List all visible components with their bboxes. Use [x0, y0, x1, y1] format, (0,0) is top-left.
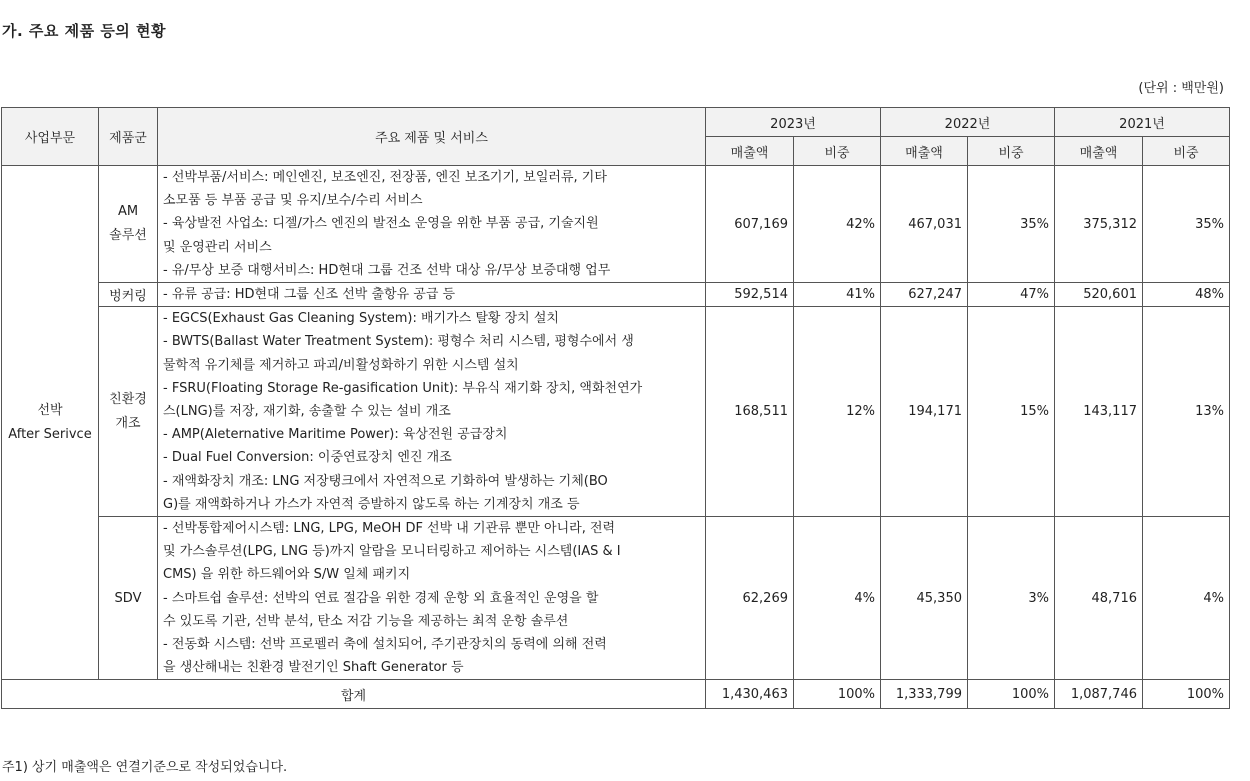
description-line: CMS) 을 위한 하드웨어와 S/W 일체 패키지 — [163, 567, 411, 583]
description-line: 을 생산해내는 친환경 발전기인 Shaft Generator 등 — [163, 660, 464, 676]
total-sales-2021: 1,087,746 — [1055, 680, 1143, 709]
ratio-2021: 4% — [1143, 517, 1230, 680]
ratio-2023: 42% — [794, 166, 881, 283]
description-line: 수 있도록 기관, 선박 분석, 탄소 저감 기능을 제공하는 최적 운항 솔루션 — [163, 613, 569, 629]
description-line: - 선박통합제어시스템: LNG, LPG, MeOH DF 선박 내 기관류 뿐만 아니라, 전력 — [163, 521, 616, 537]
table-row — [2, 307, 1230, 517]
ratio-2021: 13% — [1143, 307, 1230, 517]
description-line: - AMP(Aleternative Maritime Power): 육상전원 공급장치 — [163, 427, 508, 443]
product-group-cell — [99, 283, 158, 307]
product-group-name: AM — [117, 204, 139, 219]
description-line: - Dual Fuel Conversion: 이중연료장치 엔진 개조 — [163, 450, 452, 466]
product-group-cell — [99, 166, 158, 283]
header-sales: 매출액 — [706, 137, 794, 166]
ratio-2023: 4% — [794, 517, 881, 680]
division-subname: After Serivce — [8, 426, 92, 442]
ratio-2022: 3% — [968, 517, 1055, 680]
sales-2021: 48,716 — [1055, 517, 1143, 680]
description-line: - 유/무상 보증 대행서비스: HD현대 그룹 건조 선박 대상 유/무상 보증대행 업무 — [163, 262, 611, 278]
ratio-2022: 35% — [968, 166, 1055, 283]
product-group-name: 개조 — [115, 415, 141, 431]
description-line: 스(LNG)를 저장, 재기화, 송출할 수 있는 설비 개조 — [163, 404, 451, 420]
header-ratio: 비중 — [968, 137, 1055, 166]
sales-2023: 62,269 — [706, 517, 794, 680]
table-row — [2, 517, 1230, 680]
sales-2023: 607,169 — [706, 166, 794, 283]
division-cell — [2, 166, 99, 680]
sales-2022: 194,171 — [881, 307, 968, 517]
product-description — [158, 283, 706, 307]
sales-2023: 592,514 — [706, 283, 794, 307]
description-line: - 선박부품/서비스: 메인엔진, 보조엔진, 전장품, 엔진 보조기기, 보일러류, 기타 — [163, 170, 607, 185]
ratio-2022: 47% — [968, 283, 1055, 307]
header-division: 사업부문 — [2, 108, 99, 166]
header-ratio: 비중 — [794, 137, 881, 166]
description-line: - 전동화 시스템: 선박 프로펠러 축에 설치되어, 주기관장치의 동력에 의해 전력 — [163, 637, 607, 653]
description-line: - EGCS(Exhaust Gas Cleaning System): 배기가스 탈황 장치 설치 — [163, 311, 559, 327]
total-label: 합계 — [2, 680, 706, 709]
description-line: - 육상발전 사업소: 디젤/가스 엔진의 발전소 운영을 위한 부품 공급, 기술지원 — [163, 216, 599, 232]
total-ratio-2021: 100% — [1143, 680, 1230, 709]
header-ratio: 비중 — [1143, 137, 1230, 166]
description-line: 소모품 등 부품 공급 및 유지/보수/수리 서비스 — [163, 193, 423, 209]
header-products: 주요 제품 및 서비스 — [158, 108, 706, 166]
description-line: 및 운영관리 서비스 — [163, 239, 272, 255]
ratio-2021: 35% — [1143, 166, 1230, 283]
ratio-2021: 48% — [1143, 283, 1230, 307]
total-ratio-2023: 100% — [794, 680, 881, 709]
division-name: 선박 — [37, 402, 63, 418]
description-line: 및 가스솔루션(LPG, LNG 등)까지 알람을 모니터링하고 제어하는 시스템(IAS & I — [163, 544, 621, 560]
sales-2021: 143,117 — [1055, 307, 1143, 517]
product-description — [158, 166, 706, 283]
description-line: - 스마트쉽 솔루션: 선박의 연료 절감을 위한 경제 운항 외 효율적인 운영을 할 — [163, 590, 599, 606]
table-row — [2, 166, 1230, 283]
total-sales-2022: 1,333,799 — [881, 680, 968, 709]
product-group-name: 벙커링 — [109, 289, 147, 305]
sales-2022: 627,247 — [881, 283, 968, 307]
product-group-cell — [99, 307, 158, 517]
header-year-2023: 2023년 — [706, 108, 881, 137]
sales-2022: 467,031 — [881, 166, 968, 283]
product-group-cell — [99, 517, 158, 680]
section-title: 가. 주요 제품 등의 현황 — [2, 22, 166, 40]
table-row — [2, 283, 1230, 307]
header-sales: 매출액 — [881, 137, 968, 166]
description-line: - FSRU(Floating Storage Re-gasification Unit): 부유식 재기화 장치, 액화천연가 — [163, 380, 643, 396]
total-ratio-2022: 100% — [968, 680, 1055, 709]
total-sales-2023: 1,430,463 — [706, 680, 794, 709]
header-product-group: 제품군 — [99, 108, 158, 166]
product-group-name: 솔루션 — [109, 228, 147, 243]
total-row — [2, 680, 1230, 709]
sales-2021: 375,312 — [1055, 166, 1143, 283]
description-line: - 재액화장치 개조: LNG 저장탱크에서 자연적으로 기화하여 발생하는 기체(BO — [163, 473, 608, 489]
ratio-2023: 41% — [794, 283, 881, 307]
ratio-2023: 12% — [794, 307, 881, 517]
sales-2022: 45,350 — [881, 517, 968, 680]
sales-2023: 168,511 — [706, 307, 794, 517]
header-year-2021: 2021년 — [1055, 108, 1230, 137]
unit-label: (단위 : 백만원) — [1138, 81, 1224, 96]
product-group-name: SDV — [114, 590, 142, 606]
ratio-2022: 15% — [968, 307, 1055, 517]
description-line: - 유류 공급: HD현대 그룹 신조 선박 출항유 공급 등 — [163, 287, 456, 303]
description-line: - BWTS(Ballast Water Treatment System): 평형수 처리 시스템, 평형수에서 생 — [163, 334, 634, 350]
description-line: 물학적 유기체를 제거하고 파괴/비활성화하기 위한 시스템 설치 — [163, 357, 519, 373]
header-sales: 매출액 — [1055, 137, 1143, 166]
product-status-table — [1, 107, 1230, 709]
description-line: G)를 재액화하거나 가스가 자연적 증발하지 않도록 하는 기계장치 개조 등 — [163, 496, 580, 512]
product-description — [158, 517, 706, 680]
footnote: 주1) 상기 매출액은 연결기준으로 작성되었습니다. — [2, 760, 288, 775]
product-description — [158, 307, 706, 517]
sales-2021: 520,601 — [1055, 283, 1143, 307]
product-group-name: 친환경 — [109, 391, 147, 407]
header-year-2022: 2022년 — [881, 108, 1055, 137]
